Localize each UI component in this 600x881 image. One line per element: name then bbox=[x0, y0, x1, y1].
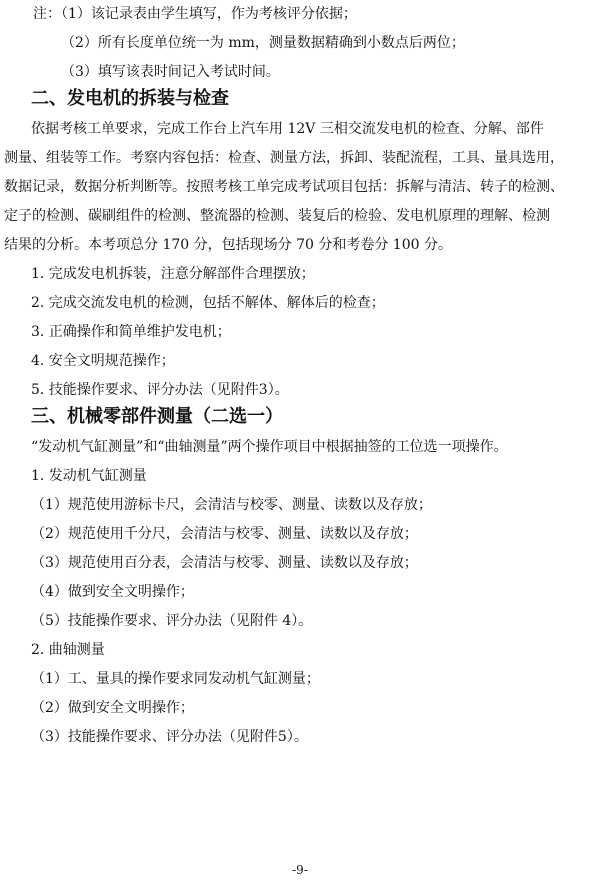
subsection-crankshaft-item: （1）工、量具的操作要求同发动机气缸测量； bbox=[31, 671, 320, 687]
note-3: （3）填写该表时间记入考试时间。 bbox=[61, 64, 280, 80]
section-2-paragraph-line: 结果的分析。本考项总分 170 分，包括现场分 70 分和考卷分 100 分。 bbox=[4, 237, 452, 253]
subsection-crankshaft-title: 2. 曲轴测量 bbox=[31, 642, 105, 658]
section-3-heading: 三、机械零部件测量（二选一） bbox=[31, 406, 283, 427]
section-2-item: 3. 正确操作和简单维护发电机； bbox=[31, 324, 231, 340]
section-2-heading: 二、发电机的拆装与检查 bbox=[31, 88, 229, 109]
section-2-item: 2. 完成交流发电机的检测，包括不解体、解体后的检查； bbox=[31, 295, 385, 311]
subsection-cylinder-item: （1）规范使用游标卡尺，会清洁与校零、测量、读数以及存放； bbox=[31, 497, 432, 513]
subsection-cylinder-item: （2）规范使用千分尺，会清洁与校零、测量、读数以及存放； bbox=[31, 526, 418, 542]
section-2-paragraph-line: 测量、组装等工作。考察内容包括：检查、测量方法，拆卸、装配流程，工具、量具选用， bbox=[4, 150, 564, 166]
subsection-cylinder-title: 1. 发动机气缸测量 bbox=[31, 468, 147, 484]
section-2-paragraph-line: 数据记录，数据分析判断等。按照考核工单完成考试项目包括：拆解与清洁、转子的检测、 bbox=[4, 179, 564, 195]
note-2: （2）所有长度单位统一为 mm，测量数据精确到小数点后两位； bbox=[61, 35, 465, 51]
section-3-intro: “发动机气缸测量”和“曲轴测量”两个操作项目中根据抽签的工位选一项操作。 bbox=[31, 439, 508, 455]
note-1: 注：（1）该记录表由学生填写，作为考核评分依据； bbox=[33, 6, 357, 22]
section-2-paragraph-line: 定子的检测、碳刷组件的检测、整流器的检测、装复后的检验、发电机原理的理解、检测 bbox=[4, 208, 550, 224]
section-2-paragraph-line: 依据考核工单要求，完成工作台上汽车用 12V 三相交流发电机的检查、分解、部件 bbox=[31, 121, 544, 137]
subsection-cylinder-item: （3）规范使用百分表，会清洁与校零、测量、读数以及存放； bbox=[31, 555, 418, 571]
subsection-cylinder-item: （5）技能操作要求、评分办法（见附件 4）。 bbox=[31, 613, 313, 629]
section-2-item: 1. 完成发电机拆装，注意分解部件合理摆放； bbox=[31, 266, 315, 282]
section-2-item: 5. 技能操作要求、评分办法（见附件3）。 bbox=[31, 382, 289, 398]
subsection-cylinder-item: （4）做到安全文明操作； bbox=[31, 584, 194, 600]
subsection-crankshaft-item: （3）技能操作要求、评分办法（见附件5）。 bbox=[31, 729, 308, 745]
section-2-item: 4. 安全文明规范操作； bbox=[31, 353, 175, 369]
page-number: -9- bbox=[292, 863, 308, 877]
subsection-crankshaft-item: （2）做到安全文明操作； bbox=[31, 700, 194, 716]
